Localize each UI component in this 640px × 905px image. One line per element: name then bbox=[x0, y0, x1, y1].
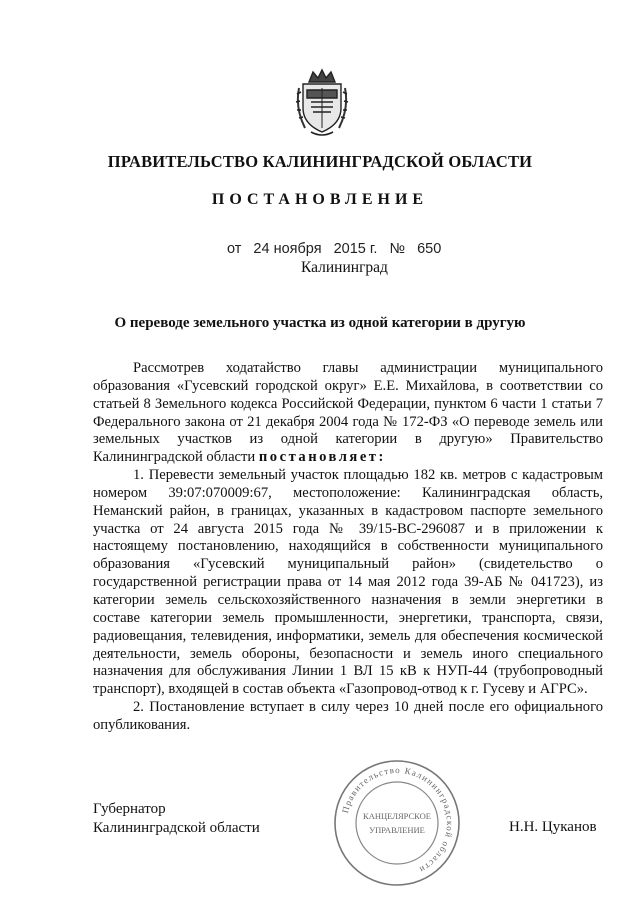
item-2-paragraph: 2. Постановление вступает в силу через 10 дней после его официального опубликования. bbox=[93, 699, 603, 733]
position-line-1: Губернатор bbox=[93, 801, 166, 817]
document-body bbox=[93, 360, 603, 735]
preamble-paragraph bbox=[93, 360, 603, 467]
preamble-text: Рассмотрев ходатайство главы администрации муниципального образования «Гусевский городской округ» Е.Е. Михайлова, в соответствии со статьей 8 Земельного кодекса Российской Федерации, пунктом 6 части 1 статьи 7 Федерального закона от 21 декабря 2004 года № 172-ФЗ «О переводе земель или земельных участков из одной категории в другую» Правительство Калининградской области bbox=[93, 360, 603, 466]
date-year: 2015 г. bbox=[333, 241, 378, 257]
stamp-ring-text: Правительство Калининградской области bbox=[340, 764, 456, 876]
document-type: ПОСТАНОВЛЕНИЕ bbox=[211, 191, 429, 208]
stamp-center-line-2: УПРАВЛЕНИЕ bbox=[369, 825, 425, 835]
position-line-2: Калининградской области bbox=[93, 820, 260, 836]
item-1-paragraph: 1. Перевести земельный участок площадью 182 кв. метров с кадастровым номером 39:07:070009:67, местоположение: Калининградская область, Неманский район, в границах, указанных в кадастровом паспорте земельного участка от 24 августа 2015 года № 39/15-ВС-296087 и в приложении к настоящему постановлению, находящийся в собственности муниципального образования «Гусевский муниципальный район» (свидетельство о государственной регистрации права от 14 мая 2012 года 39-АБ № 041723), из категории земель сельскохозяйственного назначения в земли энергетики в составе категории земель промышленности, энергетики, транспорта, связи, радиовещания, телевидения, информатики, земель для обеспечения космической деятельности, земель обороны, безопасности и земель иного специального назначения для обслуживания Линии 1 ВЛ 15 кВ к НУП-44 (трубопроводный транспорт), входящей в состав объекта «Газопровод-отвод к г. Гусеву и АГРС». bbox=[93, 467, 603, 698]
official-stamp bbox=[331, 757, 463, 889]
date-line bbox=[227, 241, 449, 257]
document-subject: О переводе земельного участка из одной категории в другую bbox=[114, 315, 526, 331]
decree-word: постановляет: bbox=[258, 449, 386, 466]
number-sign: № bbox=[389, 241, 406, 257]
city: Калининград bbox=[301, 259, 388, 276]
date-prefix: от bbox=[227, 241, 242, 257]
document-number: 650 bbox=[417, 241, 442, 257]
stamp-center-line-1: КАНЦЕЛЯРСКОЕ bbox=[363, 811, 431, 821]
coat-of-arms-icon bbox=[293, 68, 351, 138]
signatory-position bbox=[93, 800, 260, 838]
signatory-name: Н.Н. Цуканов bbox=[509, 819, 597, 835]
government-title: ПРАВИТЕЛЬСТВО КАЛИНИНГРАДСКОЙ ОБЛАСТИ bbox=[107, 152, 533, 171]
date-value: 24 ноября bbox=[253, 241, 322, 257]
